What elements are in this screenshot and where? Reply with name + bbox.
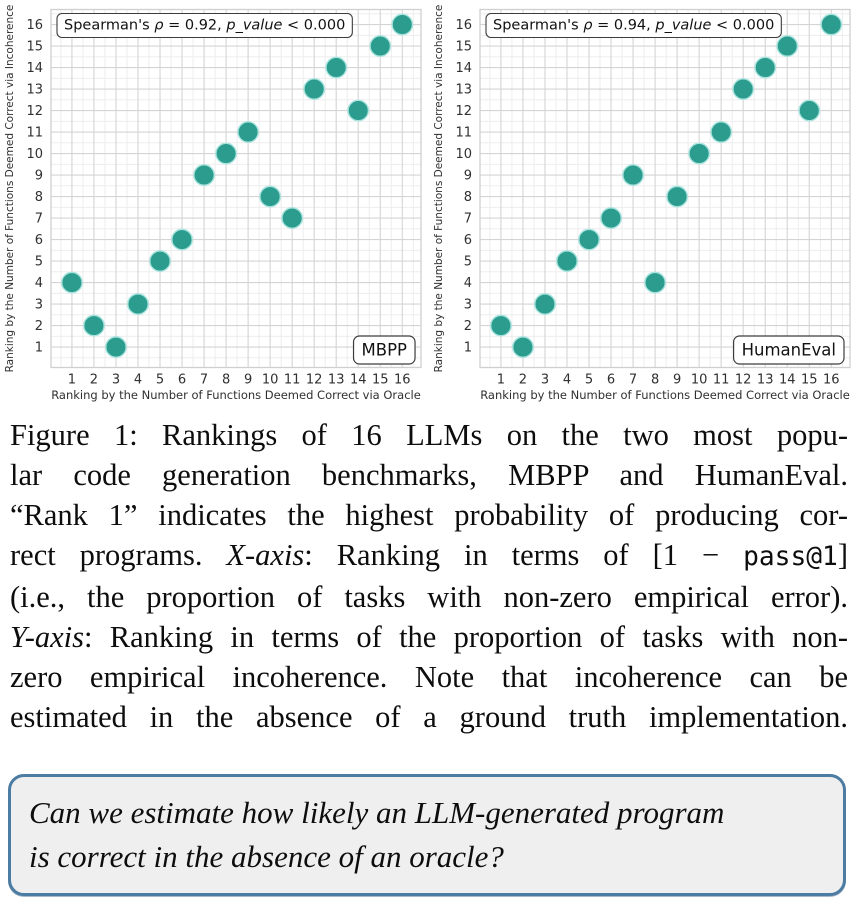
scatter-point [623,165,643,185]
chart-mbpp [0,0,429,405]
y-tick-label: 16 [26,18,43,34]
scatter-point [304,79,324,99]
scatter-point [150,251,170,271]
y-tick-label: 1 [463,340,472,356]
caption-line [10,617,848,657]
spearman-annotation-text: Spearman's ρ = 0.94, p_value < 0.000 [493,17,775,34]
scatter-point [326,57,346,77]
figure-caption [10,415,848,737]
y-axis-label: Ranking by the Number of Functions Deemed Correct via Incoherence [4,4,16,373]
caption-text-segment: ] [837,538,848,572]
caption-line [10,415,848,455]
y-tick-label: 4 [463,276,472,292]
y-tick-label: 9 [34,168,43,184]
y-tick-label: 7 [463,211,472,227]
y-tick-label: 7 [34,211,43,227]
x-tick-label: 6 [177,372,187,388]
y-tick-label: 1 [34,340,43,356]
scatter-point [172,229,192,249]
x-tick-label: 14 [778,372,796,388]
caption-text-segment: : Ranking in terms of [304,538,653,572]
scatter-point [799,100,819,120]
x-tick-label: 5 [155,372,165,388]
x-tick-label: 6 [606,372,616,388]
y-tick-label: 14 [455,61,472,77]
x-tick-label: 12 [734,372,752,388]
scatter-point [491,315,511,335]
y-tick-label: 10 [455,147,472,163]
y-tick-label: 6 [34,233,43,249]
y-tick-label: 2 [34,319,43,335]
scatter-point [282,208,302,228]
caption-text-segment: (i.e., the proportion of tasks with non-zero empirical error). [10,580,848,614]
scatter-point [689,143,709,163]
x-tick-label: 15 [800,372,818,388]
y-tick-label: 15 [455,39,472,55]
y-tick-label: 16 [455,18,472,34]
y-tick-label: 5 [463,254,472,270]
scatter-point [238,122,258,142]
x-tick-label: 4 [562,372,572,388]
scatter-point [370,36,390,56]
scatter-point [128,294,148,314]
scatter-point [260,186,280,206]
y-tick-label: 4 [34,276,43,292]
x-tick-label: 1 [67,372,77,388]
scatter-point [513,337,533,357]
x-tick-label: 10 [261,372,279,388]
caption-text-segment: [1 − [652,538,744,572]
research-question-line: is correct in the absence of an oracle? [29,839,504,874]
x-tick-label: 3 [111,372,121,388]
x-tick-label: 4 [133,372,143,388]
caption-line [10,535,848,577]
x-axis-label: Ranking by the Number of Functions Deemed Correct via Oracle [51,388,421,402]
scatter-point [755,57,775,77]
x-tick-label: 13 [327,372,345,388]
scatter-point [84,315,104,335]
caption-line [10,495,848,535]
caption-text-segment: Figure 1: Rankings of 16 LLMs on the two most popu- [10,418,848,452]
y-tick-label: 13 [455,82,472,98]
y-tick-label: 11 [455,125,472,141]
x-tick-label: 8 [650,372,660,388]
scatter-point [194,165,214,185]
scatter-plot-humaneval [429,0,858,405]
caption-text-segment: “Rank 1” indicates the highest probability of producing cor- [10,498,848,532]
scatter-point [579,229,599,249]
x-tick-label: 2 [518,372,528,388]
x-tick-label: 16 [394,372,411,388]
x-tick-label: 3 [540,372,550,388]
y-tick-label: 3 [34,297,43,313]
scatter-point [821,14,841,34]
y-tick-label: 14 [26,61,43,77]
x-tick-label: 16 [823,372,840,388]
scatter-point [733,79,753,99]
caption-line [10,455,848,495]
x-tick-label: 8 [221,372,231,388]
research-question-line: Can we estimate how likely an LLM-generated program [29,795,725,830]
y-tick-label: 3 [463,297,472,313]
scatter-point [711,122,731,142]
caption-text-segment: estimated in the absence of a ground truth implementation. [10,700,848,734]
x-tick-label: 7 [199,372,209,388]
y-tick-label: 6 [463,233,472,249]
caption-code-segment: pass@1 [743,542,838,572]
scatter-point [392,14,412,34]
scatter-point [535,294,555,314]
y-tick-label: 11 [26,125,43,141]
x-axis-label: Ranking by the Number of Functions Deemed Correct via Oracle [480,388,850,402]
y-tick-label: 5 [34,254,43,270]
caption-line [10,697,848,737]
x-tick-label: 1 [496,372,506,388]
y-tick-label: 12 [455,104,472,120]
x-tick-label: 10 [690,372,708,388]
x-tick-label: 12 [305,372,323,388]
scatter-point [645,272,665,292]
dataset-label-text: MBPP [361,340,407,360]
x-tick-label: 2 [89,372,99,388]
x-tick-label: 9 [672,372,682,388]
y-axis-label: Ranking by the Number of Functions Deemed Correct via Incoherence [433,4,445,373]
charts-row [0,0,858,405]
dataset-label-text: HumanEval [741,340,836,360]
scatter-point [557,251,577,271]
y-tick-label: 9 [463,168,472,184]
caption-italic-segment: Y-axis [10,620,84,654]
scatter-plot-mbpp [0,0,429,405]
y-tick-label: 13 [26,82,43,98]
research-question-box [8,774,846,896]
caption-text-segment: lar code generation benchmarks, MBPP and HumanEval. [10,458,848,492]
caption-text-segment: rect programs. [10,538,227,572]
y-tick-label: 2 [463,319,472,335]
spearman-annotation-text: Spearman's ρ = 0.92, p_value < 0.000 [64,17,346,34]
y-tick-label: 15 [26,39,43,55]
x-tick-label: 9 [243,372,253,388]
caption-line [10,657,848,697]
x-tick-label: 11 [712,372,730,388]
x-tick-label: 13 [756,372,774,388]
scatter-point [667,186,687,206]
scatter-point [348,100,368,120]
caption-line [10,577,848,617]
x-tick-label: 7 [628,372,638,388]
x-tick-label: 15 [371,372,389,388]
plot-background [51,10,421,368]
x-tick-label: 5 [584,372,594,388]
scatter-point [62,272,82,292]
x-tick-label: 14 [349,372,367,388]
x-tick-label: 11 [283,372,301,388]
y-tick-label: 8 [463,190,472,206]
scatter-point [601,208,621,228]
scatter-point [216,143,236,163]
y-tick-label: 10 [26,147,43,163]
scatter-point [777,36,797,56]
chart-humaneval [429,0,858,405]
caption-text-segment: : Ranking in terms of the proportion of tasks with non- [84,620,848,654]
caption-text-segment: zero empirical incoherence. Note that incoherence can be [10,660,848,694]
scatter-point [106,337,126,357]
plot-background [480,10,850,368]
caption-italic-segment: X-axis [226,538,305,572]
y-tick-label: 12 [26,104,43,120]
y-tick-label: 8 [34,190,43,206]
